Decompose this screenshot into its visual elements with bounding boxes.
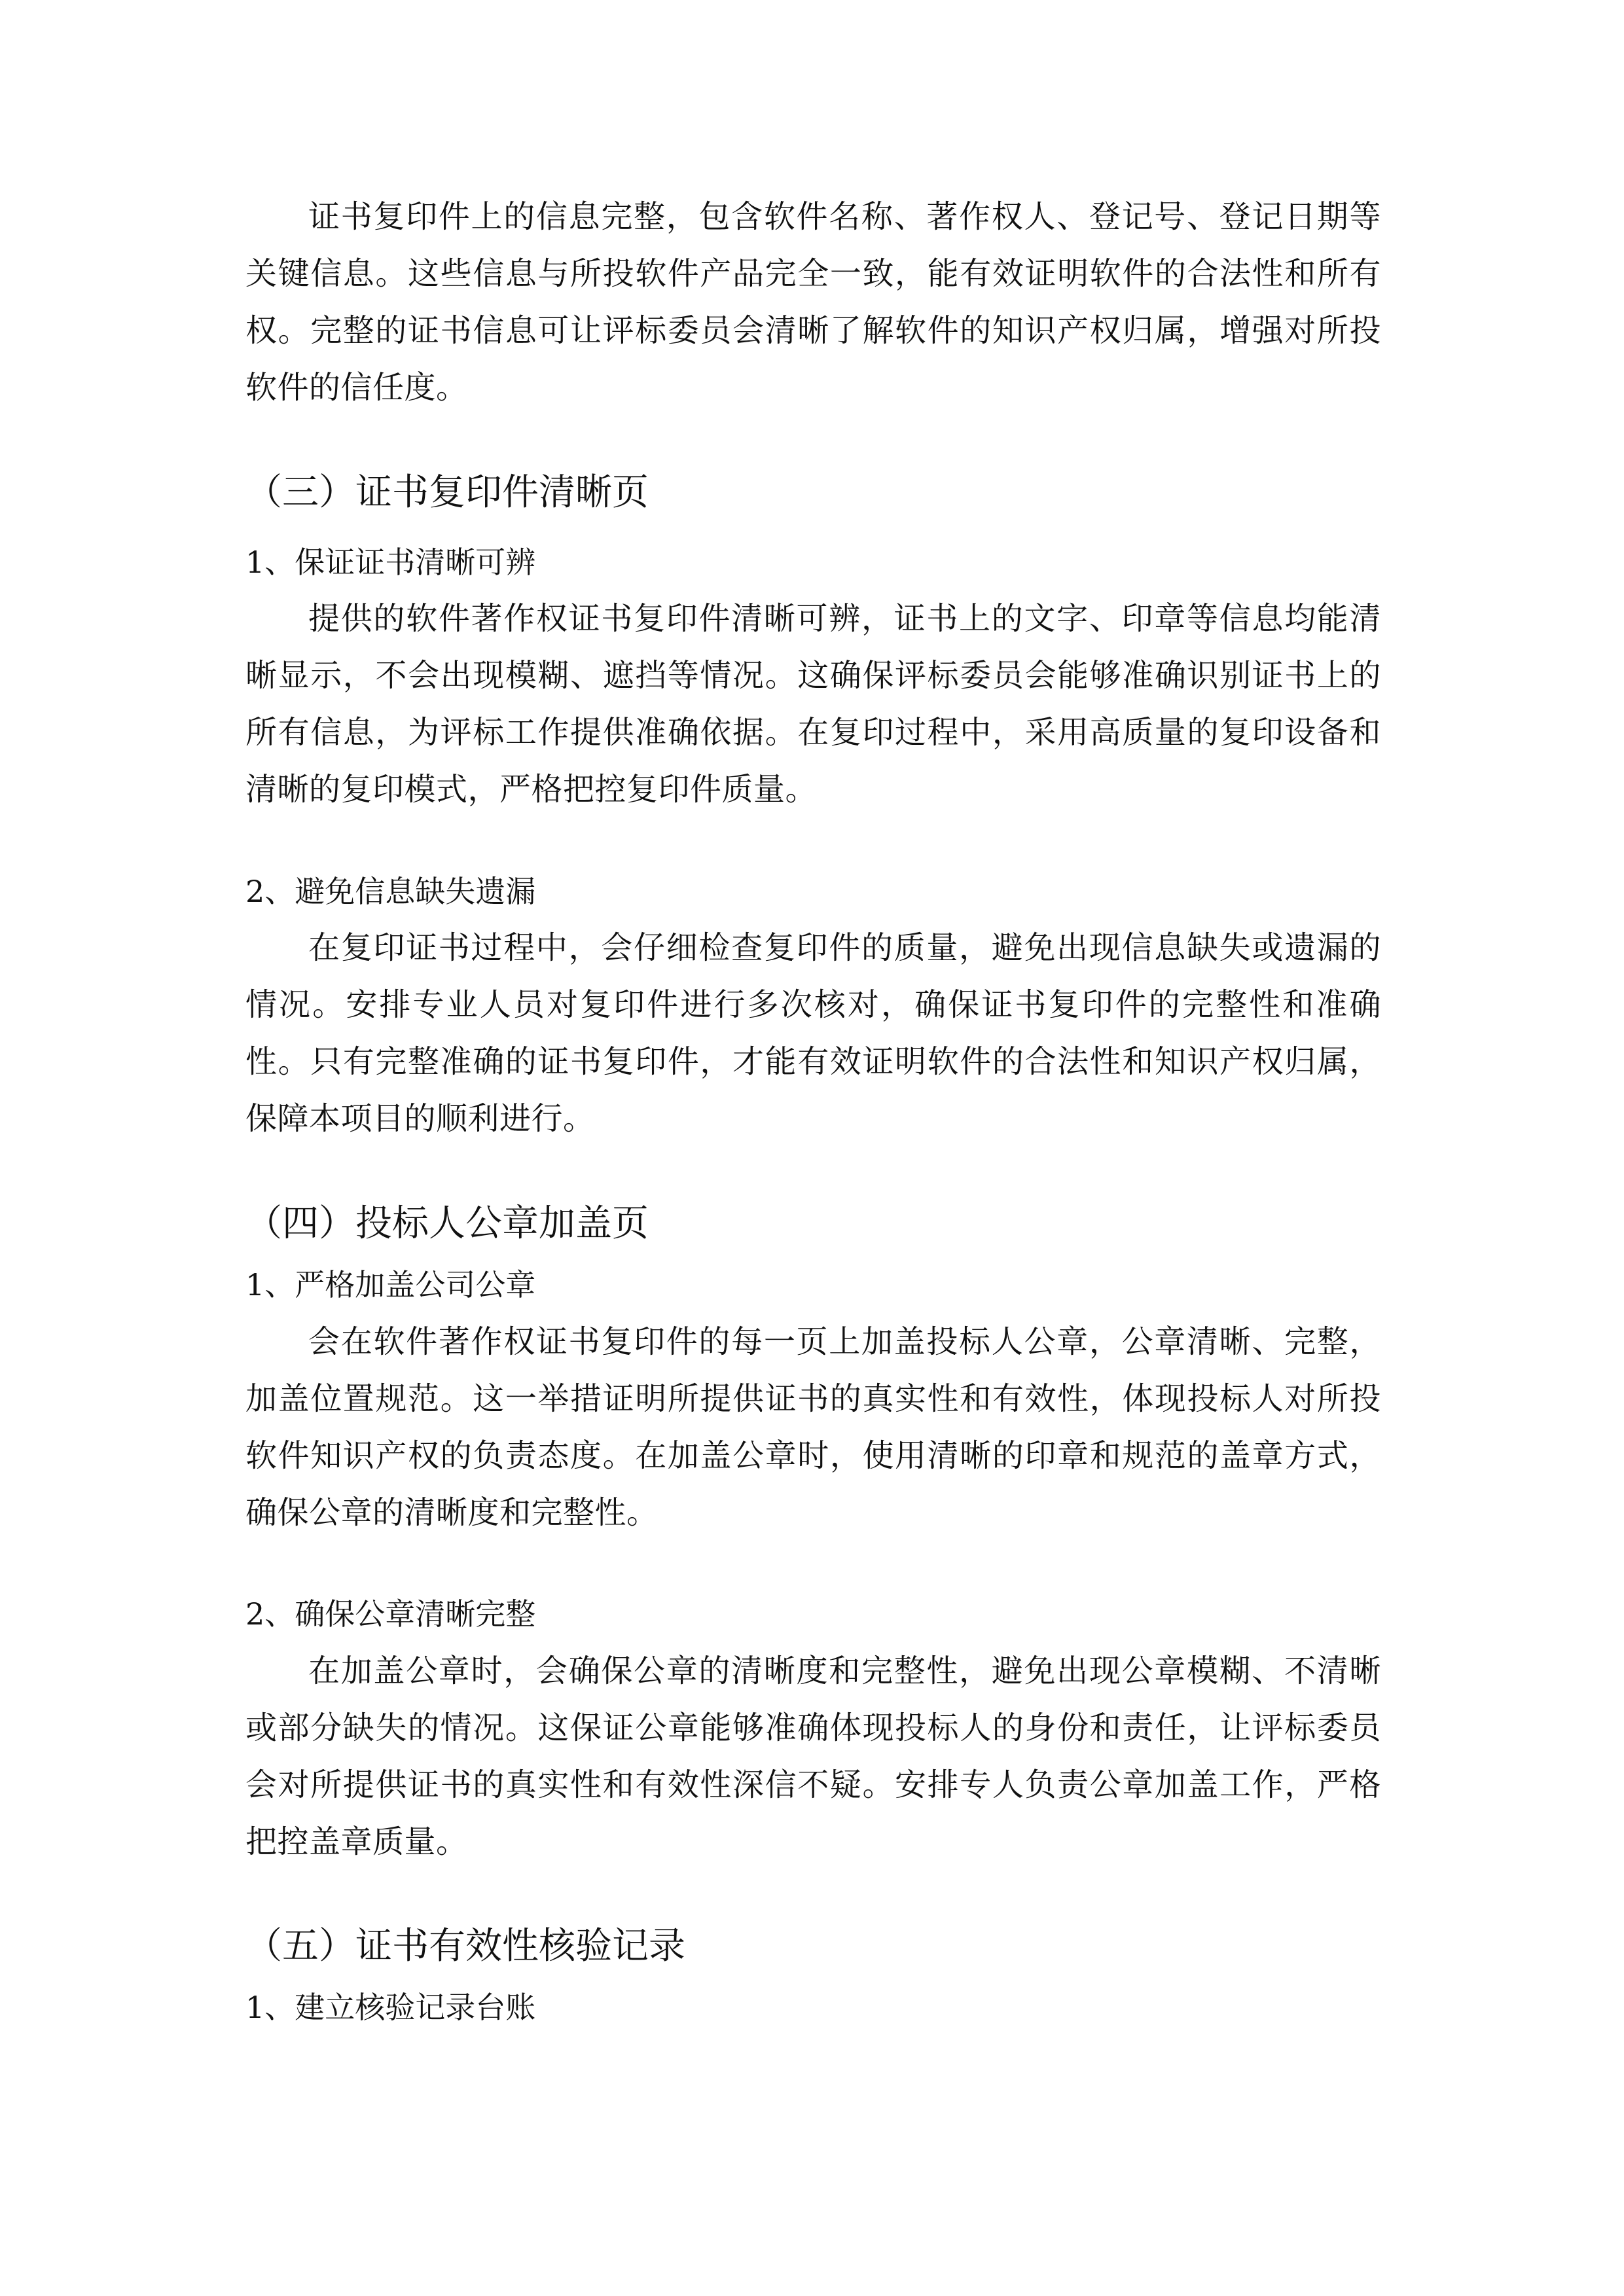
subheading-avoid-omission: 2、避免信息缺失遗漏 xyxy=(245,874,536,909)
section-heading-clear-copy-page: （三）证书复印件清晰页 xyxy=(245,471,649,514)
subheading-apply-seal: 1、严格加盖公司公章 xyxy=(245,1267,536,1302)
paragraph-avoid-omission: 在复印证书过程中，会仔细检查复印件的质量，避免出现信息缺失或遗漏的情况。安排专业人员对复印件进行多次核对，确保证书复印件的完整性和准确性。只有完整准确的证书复印件，才能有效证明软件的合法性和知识产权归属，保障本项目的顺利进行。 xyxy=(245,929,1381,1137)
section-heading-company-seal-page: （四）投标人公章加盖页 xyxy=(245,1202,649,1245)
paragraph-seal-clear: 在加盖公章时，会确保公章的清晰度和完整性，避免出现公章模糊、不清晰或部分缺失的情况。这保证公章能够准确体现投标人的身份和责任，让评标委员会对所提供证书的真实性和有效性深信不疑。安排专人负责公章加盖工作，严格把控盖章质量。 xyxy=(245,1653,1381,1860)
paragraph-certificate-info: 证书复印件上的信息完整，包含软件名称、著作权人、登记号、登记日期等关键信息。这些信息与所投软件产品完全一致，能有效证明软件的合法性和所有权。完整的证书信息可让评标委员会清晰了解软件的知识产权归属，增强对所投软件的信任度。 xyxy=(245,198,1381,406)
paragraph-legible-copy: 提供的软件著作权证书复印件清晰可辨，证书上的文字、印章等信息均能清晰显示，不会出现模糊、遮挡等情况。这确保评标委员会能够准确识别证书上的所有信息，为评标工作提供准确依据。在复印过程中，采用高质量的复印设备和清晰的复印模式，严格把控复印件质量。 xyxy=(245,600,1381,808)
section-heading-validity-record: （五）证书有效性核验记录 xyxy=(245,1925,685,1967)
paragraph-apply-seal: 会在软件著作权证书复印件的每一页上加盖投标人公章，公章清晰、完整，加盖位置规范。这一举措证明所提供证书的真实性和有效性，体现投标人对所投软件知识产权的负责态度。在加盖公章时，使用清晰的印章和规范的盖章方式，确保公章的清晰度和完整性。 xyxy=(245,1323,1381,1531)
subheading-record-ledger: 1、建立核验记录台账 xyxy=(245,1990,536,2025)
subheading-ensure-legible: 1、保证证书清晰可辨 xyxy=(245,545,536,580)
subheading-seal-clear: 2、确保公章清晰完整 xyxy=(245,1596,536,1632)
